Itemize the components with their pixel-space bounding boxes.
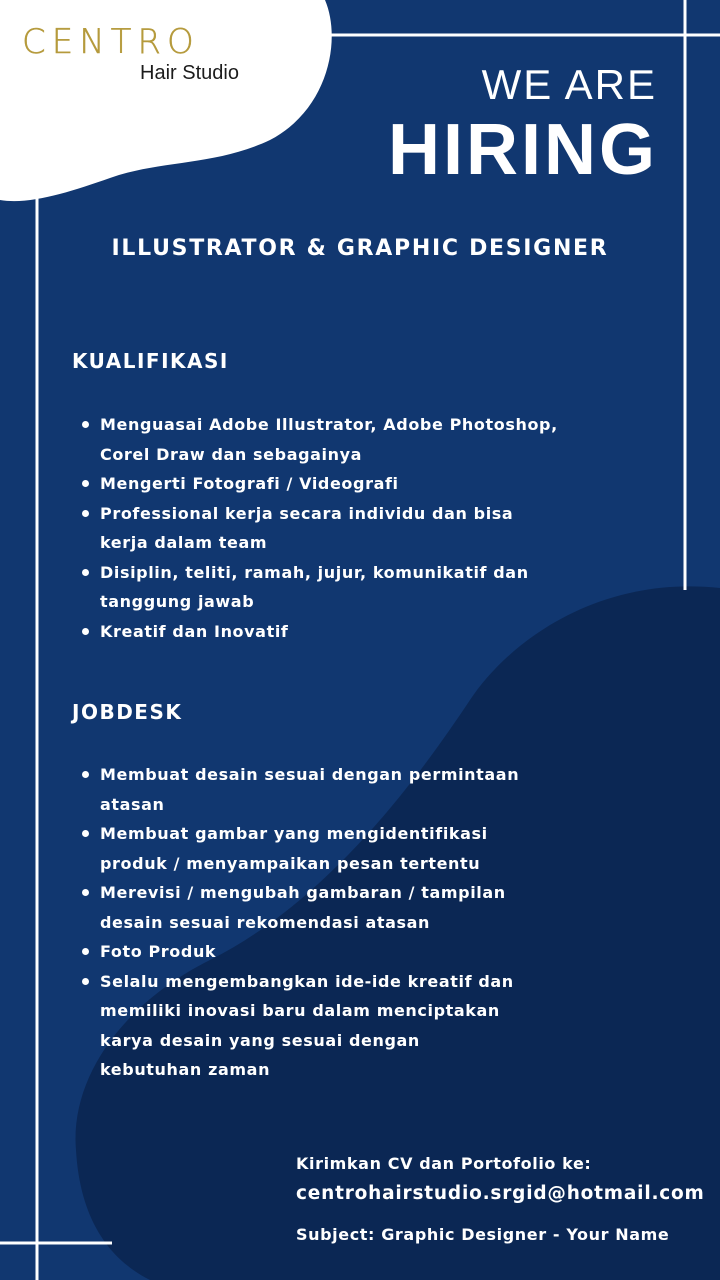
headline-line1: WE ARE <box>481 61 657 108</box>
position-title: ILLUSTRATOR & GRAPHIC DESIGNER <box>111 236 609 261</box>
list-item: Membuat desain sesuai dengan permintaan atasan <box>80 760 519 819</box>
list-item: Merevisi / mengubah gambaran / tampilan desain sesuai rekomendasi atasan <box>80 878 519 937</box>
contact-subject: Subject: Graphic Designer - Your Name <box>296 1225 670 1244</box>
contact-label: Kirimkan CV dan Portofolio ke: <box>296 1154 592 1173</box>
list-item: Disiplin, teliti, ramah, jujur, komunikatif dan tanggung jawab <box>80 558 558 617</box>
list-item: Membuat gambar yang mengidentifikasi produk / menyampaikan pesan tertentu <box>80 819 519 878</box>
headline-line2: HIRING <box>388 110 658 190</box>
jobdesk-list <box>80 760 519 1085</box>
list-item: Mengerti Fotografi / Videografi <box>80 469 558 499</box>
contact-email[interactable]: centrohairstudio.srgid@hotmail.com <box>296 1183 705 1204</box>
list-item: Professional kerja secara individu dan bisa kerja dalam team <box>80 499 558 558</box>
list-item: Selalu mengembangkan ide-ide kreatif dan memiliki inovasi baru dalam menciptakan karya desain yang sesuai dengan kebutuhan zaman <box>80 967 519 1085</box>
list-item: Kreatif dan Inovatif <box>80 617 558 647</box>
list-item: Foto Produk <box>80 937 519 967</box>
brand-logo <box>22 22 262 84</box>
brand-tagline: Hair Studio <box>140 62 239 84</box>
qualifications-list <box>80 410 558 646</box>
brand-name: CENTRO <box>22 22 200 62</box>
jobdesk-title: JOBDESK <box>72 700 183 724</box>
qualifications-title: KUALIFIKASI <box>72 349 229 373</box>
list-item: Menguasai Adobe Illustrator, Adobe Photoshop, Corel Draw dan sebagainya <box>80 410 558 469</box>
